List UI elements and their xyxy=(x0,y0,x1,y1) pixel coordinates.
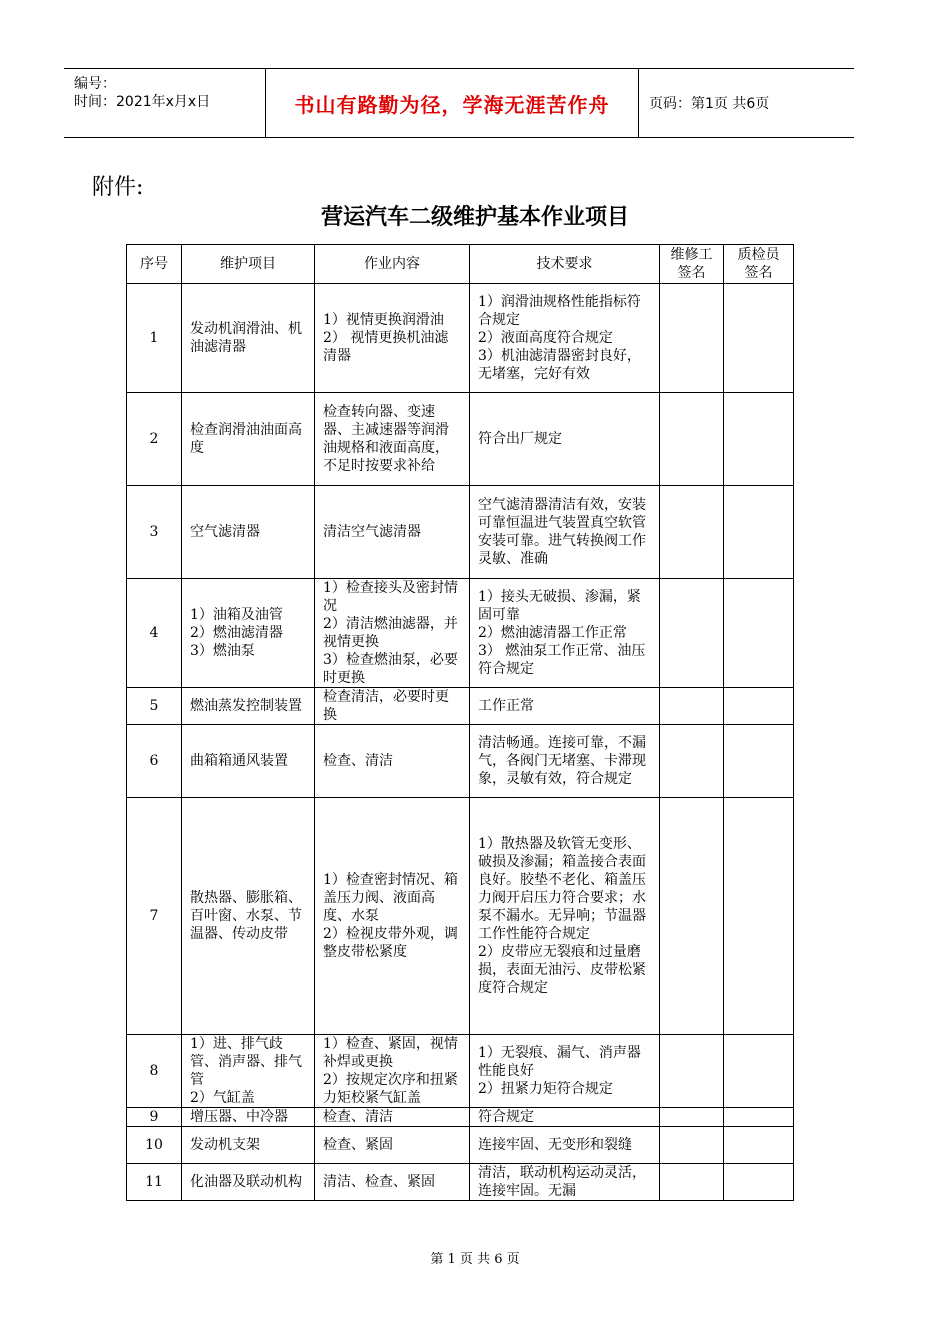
row-number: 5 xyxy=(127,688,182,725)
header-meta xyxy=(64,69,266,137)
row-requirement: 工作正常 xyxy=(470,688,660,725)
table-row xyxy=(127,579,794,688)
table-row xyxy=(127,284,794,393)
row-requirement: 清洁畅通。连接可靠，不漏气，各阀门无堵塞、卡滞现象，灵敏有效，符合规定 xyxy=(470,725,660,798)
row-number: 7 xyxy=(127,798,182,1035)
header-motto-cell xyxy=(266,69,639,137)
row-number: 1 xyxy=(127,284,182,393)
row-number: 3 xyxy=(127,486,182,579)
row-work: 检查转向器、变速器、主减速器等润滑油规格和液面高度，不足时按要求补给 xyxy=(315,393,470,486)
table-row xyxy=(127,1164,794,1201)
row-inspector-sign xyxy=(724,1164,794,1201)
row-work: 检查清洁，必要时更换 xyxy=(315,688,470,725)
table-row xyxy=(127,486,794,579)
row-number: 9 xyxy=(127,1108,182,1127)
row-requirement: 1）润滑油规格性能指标符合规定 2）液面高度符合规定 3）机油滤清器密封良好，无堵塞，完好有效 xyxy=(470,284,660,393)
row-inspector-sign xyxy=(724,393,794,486)
row-inspector-sign xyxy=(724,486,794,579)
header-inspector-sign: 质检员签名 xyxy=(724,245,794,284)
row-mechanic-sign xyxy=(660,1164,724,1201)
row-requirement: 1）无裂痕、漏气、消声器性能良好 2）扭紧力矩符合规定 xyxy=(470,1035,660,1108)
row-requirement: 符合规定 xyxy=(470,1108,660,1127)
row-inspector-sign xyxy=(724,725,794,798)
header-work: 作业内容 xyxy=(315,245,470,284)
document-title: 营运汽车二级维护基本作业项目 xyxy=(320,205,629,230)
header-item: 维护项目 xyxy=(182,245,315,284)
row-work: 清洁、检查、紧固 xyxy=(315,1164,470,1201)
row-number: 2 xyxy=(127,393,182,486)
row-inspector-sign xyxy=(724,688,794,725)
row-inspector-sign xyxy=(724,1035,794,1108)
row-work: 检查、清洁 xyxy=(315,725,470,798)
row-work: 1）视情更换润滑油 2） 视情更换机油滤清器 xyxy=(315,284,470,393)
row-requirement: 连接牢固、无变形和裂缝 xyxy=(470,1127,660,1164)
row-work: 清洁空气滤清器 xyxy=(315,486,470,579)
table-row xyxy=(127,1035,794,1108)
row-mechanic-sign xyxy=(660,1108,724,1127)
table-row xyxy=(127,798,794,1035)
row-number: 4 xyxy=(127,579,182,688)
row-mechanic-sign xyxy=(660,725,724,798)
row-inspector-sign xyxy=(724,1127,794,1164)
header-no: 序号 xyxy=(127,245,182,284)
row-mechanic-sign xyxy=(660,1035,724,1108)
row-mechanic-sign xyxy=(660,798,724,1035)
number-label: 编号： xyxy=(74,76,116,92)
row-mechanic-sign xyxy=(660,1127,724,1164)
row-item: 散热器、膨胀箱、百叶窗、水泵、节温器、传动皮带 xyxy=(182,798,315,1035)
row-requirement: 清洁，联动机构运动灵活，连接牢固。无漏 xyxy=(470,1164,660,1201)
row-inspector-sign xyxy=(724,798,794,1035)
table-row xyxy=(127,725,794,798)
row-item: 化油器及联动机构 xyxy=(182,1164,315,1201)
page-label: 页码：第1页 共6页 xyxy=(649,96,770,112)
table-row xyxy=(127,688,794,725)
row-work: 1）检查接头及密封情况 2）清洁燃油滤器，并视情更换 3）检查燃油泵，必要时更换 xyxy=(315,579,470,688)
row-mechanic-sign xyxy=(660,284,724,393)
row-mechanic-sign xyxy=(660,486,724,579)
header-page-cell xyxy=(639,69,854,137)
time-label: 时间：2021年x月x日 xyxy=(74,94,211,110)
table-row xyxy=(127,1127,794,1164)
motto: 书山有路勤为径，学海无涯苦作舟 xyxy=(294,92,610,117)
row-item: 1）油箱及油管 2）燃油滤清器 3）燃油泵 xyxy=(182,579,315,688)
row-mechanic-sign xyxy=(660,393,724,486)
header-req: 技术要求 xyxy=(470,245,660,284)
table-row xyxy=(127,1108,794,1127)
row-item: 发动机润滑油、机油滤清器 xyxy=(182,284,315,393)
row-item: 发动机支架 xyxy=(182,1127,315,1164)
row-requirement: 空气滤清器清洁有效，安装可靠恒温进气装置真空软管安装可靠。进气转换阀工作灵敏、准确 xyxy=(470,486,660,579)
row-inspector-sign xyxy=(724,284,794,393)
row-work: 检查、清洁 xyxy=(315,1108,470,1127)
table-body xyxy=(127,284,794,1201)
page-header xyxy=(64,68,854,138)
page-footer: 第 1 页 共 6 页 xyxy=(430,1252,520,1267)
row-work: 1）检查、紧固，视情补焊或更换 2）按规定次序和扭紧力矩校紧气缸盖 xyxy=(315,1035,470,1108)
row-item: 检查润滑油油面高度 xyxy=(182,393,315,486)
row-number: 11 xyxy=(127,1164,182,1201)
row-item: 燃油蒸发控制装置 xyxy=(182,688,315,725)
row-item: 空气滤清器 xyxy=(182,486,315,579)
table-header-row xyxy=(127,245,794,284)
maintenance-table xyxy=(126,244,794,1201)
table-row xyxy=(127,393,794,486)
row-inspector-sign xyxy=(724,1108,794,1127)
row-item: 曲箱箱通风装置 xyxy=(182,725,315,798)
attachment-label: 附件: xyxy=(92,175,144,200)
header-mechanic-sign: 维修工签名 xyxy=(660,245,724,284)
row-number: 10 xyxy=(127,1127,182,1164)
row-requirement: 1）散热器及软管无变形、破损及渗漏；箱盖接合表面良好。胶垫不老化、箱盖压力阀开启压力符合要求；水泵不漏水。无异响；节温器工作性能符合规定 2）皮带应无裂痕和过量磨损，表面无油污、皮带松紧度符合规定 xyxy=(470,798,660,1035)
row-inspector-sign xyxy=(724,579,794,688)
row-work: 检查、紧固 xyxy=(315,1127,470,1164)
row-item: 增压器、中冷器 xyxy=(182,1108,315,1127)
row-number: 6 xyxy=(127,725,182,798)
row-work: 1）检查密封情况、箱盖压力阀、液面高度、水泵 2）检视皮带外观，调整皮带松紧度 xyxy=(315,798,470,1035)
row-requirement: 1）接头无破损、渗漏，紧固可靠 2）燃油滤清器工作正常 3） 燃油泵工作正常、油压符合规定 xyxy=(470,579,660,688)
row-item: 1）进、排气歧管、消声器、排气管 2）气缸盖 xyxy=(182,1035,315,1108)
row-requirement: 符合出厂规定 xyxy=(470,393,660,486)
row-mechanic-sign xyxy=(660,579,724,688)
row-number: 8 xyxy=(127,1035,182,1108)
row-mechanic-sign xyxy=(660,688,724,725)
